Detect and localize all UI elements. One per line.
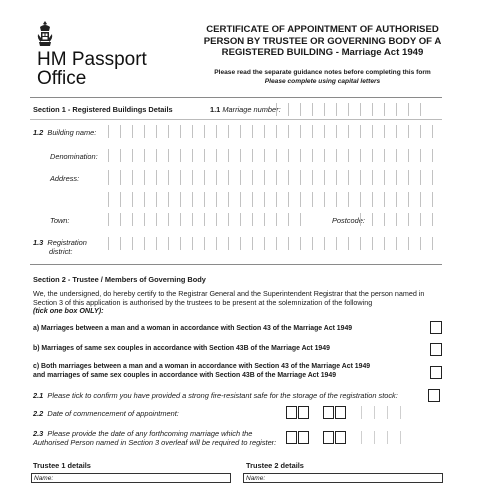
char-cell[interactable]: [312, 237, 324, 250]
char-cell[interactable]: [396, 125, 408, 138]
char-cell[interactable]: [312, 103, 324, 116]
char-cell[interactable]: [300, 192, 312, 207]
char-cell[interactable]: [384, 170, 396, 185]
char-cell[interactable]: [108, 125, 120, 138]
char-cell[interactable]: [144, 149, 156, 162]
district-text-2: district:: [49, 247, 73, 256]
char-cell[interactable]: [132, 149, 144, 162]
option-c-line1: c) Both marriages between a man and a woman in accordance with Section 43 of the Marriage Act 1949: [33, 363, 371, 370]
char-cell[interactable]: [132, 125, 144, 138]
char-cell[interactable]: [300, 237, 312, 250]
brand-name: [37, 50, 147, 88]
char-cell[interactable]: [204, 237, 216, 250]
char-cell[interactable]: [312, 170, 324, 185]
char-cell[interactable]: [228, 213, 240, 226]
char-cell[interactable]: [180, 125, 192, 138]
char-cell[interactable]: [180, 237, 192, 250]
char-cell[interactable]: [168, 170, 180, 185]
date-digit-box[interactable]: [298, 406, 309, 419]
char-cell[interactable]: [156, 125, 168, 138]
char-cell[interactable]: [120, 170, 132, 185]
char-cell[interactable]: [264, 237, 276, 250]
char-cell[interactable]: [348, 192, 360, 207]
char-cell[interactable]: [264, 213, 276, 226]
commencement-day-field[interactable]: [286, 406, 310, 419]
char-cell[interactable]: [228, 149, 240, 162]
char-cell[interactable]: [120, 149, 132, 162]
option-a-checkbox[interactable]: [430, 321, 442, 334]
town-field[interactable]: [108, 213, 312, 226]
char-cell[interactable]: [276, 237, 288, 250]
char-cell[interactable]: [408, 125, 420, 138]
char-cell[interactable]: [276, 170, 288, 185]
char-cell[interactable]: [324, 170, 336, 185]
q23-label: [33, 430, 276, 447]
char-cell[interactable]: [396, 170, 408, 185]
commencement-month-field[interactable]: [323, 406, 347, 419]
char-cell[interactable]: [180, 149, 192, 162]
char-cell[interactable]: [264, 170, 276, 185]
trustee2-name-field[interactable]: [243, 473, 443, 483]
char-cell[interactable]: [420, 170, 432, 185]
divider: [30, 264, 442, 265]
char-cell[interactable]: [108, 149, 120, 162]
char-cell[interactable]: [408, 192, 420, 207]
char-cell[interactable]: [396, 192, 408, 207]
char-cell[interactable]: [300, 170, 312, 185]
char-cell[interactable]: [288, 237, 300, 250]
char-cell[interactable]: [132, 213, 144, 226]
char-cell[interactable]: [276, 213, 288, 226]
char-cell[interactable]: [240, 213, 252, 226]
char-cell[interactable]: [156, 149, 168, 162]
char-cell[interactable]: [192, 125, 204, 138]
char-cell[interactable]: [384, 237, 396, 250]
char-cell[interactable]: [264, 149, 276, 162]
char-cell[interactable]: [120, 125, 132, 138]
char-cell[interactable]: [192, 213, 204, 226]
char-cell[interactable]: [168, 125, 180, 138]
trustee1-heading: Trustee 1 details: [33, 461, 91, 470]
char-cell[interactable]: [300, 125, 312, 138]
intro-tick-text: (tick one box ONLY):: [33, 306, 104, 316]
char-cell[interactable]: [180, 213, 192, 226]
address-field-line2[interactable]: [108, 192, 444, 205]
q23-num: 2.3: [33, 429, 44, 438]
fire-safe-checkbox[interactable]: [428, 389, 440, 402]
char-cell[interactable]: [360, 125, 372, 138]
char-cell[interactable]: [360, 103, 372, 116]
char-cell[interactable]: [252, 149, 264, 162]
char-cell[interactable]: [372, 192, 384, 207]
instructions: [195, 68, 450, 86]
char-cell[interactable]: [360, 192, 372, 207]
char-cell[interactable]: [336, 149, 348, 162]
char-cell[interactable]: [132, 170, 144, 185]
royal-crest-icon: [36, 20, 54, 48]
char-cell[interactable]: [144, 237, 156, 250]
char-cell[interactable]: [336, 237, 348, 250]
char-cell[interactable]: [276, 103, 288, 116]
marriage-number-num: 1.1: [210, 105, 221, 114]
char-cell[interactable]: [384, 103, 396, 116]
char-cell[interactable]: [144, 192, 156, 207]
char-cell[interactable]: [336, 170, 348, 185]
char-cell[interactable]: [252, 237, 264, 250]
char-cell[interactable]: [276, 192, 288, 207]
q21-num: 2.1: [33, 391, 44, 400]
char-cell[interactable]: [432, 213, 444, 226]
char-cell[interactable]: [384, 125, 396, 138]
q21-label: [33, 391, 398, 400]
char-cell[interactable]: [348, 125, 360, 138]
char-cell[interactable]: [192, 192, 204, 207]
date-digit-box[interactable]: [323, 431, 334, 444]
char-cell[interactable]: [252, 213, 264, 226]
char-cell[interactable]: [288, 213, 300, 226]
char-cell[interactable]: [216, 170, 228, 185]
q22-num: 2.2: [33, 409, 44, 418]
date-digit-box[interactable]: [323, 406, 334, 419]
char-cell[interactable]: [204, 213, 216, 226]
char-cell[interactable]: [408, 103, 420, 116]
char-cell[interactable]: [300, 103, 312, 116]
trustee1-name-field[interactable]: [31, 473, 231, 483]
town-label: Town:: [50, 216, 70, 225]
char-cell[interactable]: [420, 237, 432, 250]
char-cell[interactable]: [336, 125, 348, 138]
district-num: 1.3: [33, 238, 44, 247]
char-cell[interactable]: [180, 192, 192, 207]
section2-intro: [33, 290, 443, 316]
district-text-1: Registration: [47, 238, 87, 247]
char-cell[interactable]: [312, 192, 324, 207]
char-cell[interactable]: [228, 192, 240, 207]
char-cell[interactable]: [132, 237, 144, 250]
char-cell[interactable]: [408, 237, 420, 250]
trustee1-name-label: Name:: [34, 475, 54, 482]
char-cell[interactable]: [264, 192, 276, 207]
building-name-field[interactable]: [108, 125, 444, 138]
char-cell[interactable]: [156, 192, 168, 207]
char-cell[interactable]: [144, 170, 156, 185]
char-cell[interactable]: [156, 213, 168, 226]
option-c-checkbox[interactable]: [430, 366, 442, 379]
char-cell[interactable]: [312, 125, 324, 138]
char-cell[interactable]: [324, 103, 336, 116]
q23-text-1: Please provide the date of any forthcoming marriage which the: [47, 429, 253, 438]
char-cell[interactable]: [324, 149, 336, 162]
char-cell[interactable]: [192, 237, 204, 250]
char-cell[interactable]: [276, 125, 288, 138]
char-cell[interactable]: [372, 103, 384, 116]
q21-text: Please tick to confirm you have provided a strong fire-resistant safe for the storage of the registration stock:: [47, 391, 398, 400]
char-cell[interactable]: [336, 103, 348, 116]
char-cell[interactable]: [240, 125, 252, 138]
char-cell[interactable]: [384, 192, 396, 207]
char-cell[interactable]: [108, 213, 120, 226]
form-title: CERTIFICATE OF APPOINTMENT OF AUTHORISED PERSON BY TRUSTEE OR GOVERNING BODY OF A REGISTERED BUILDING - Marriage Act 1949: [203, 24, 442, 58]
char-cell[interactable]: [252, 192, 264, 207]
char-cell[interactable]: [408, 170, 420, 185]
char-cell[interactable]: [156, 170, 168, 185]
char-cell[interactable]: [240, 237, 252, 250]
section1-heading: Section 1 - Registered Buildings Details: [33, 105, 173, 114]
char-cell[interactable]: [360, 149, 372, 162]
char-cell[interactable]: [360, 170, 372, 185]
char-cell[interactable]: [144, 213, 156, 226]
trustee2-name-label: Name:: [246, 475, 266, 482]
char-cell[interactable]: [408, 149, 420, 162]
char-cell[interactable]: [432, 237, 444, 250]
date-digit-box[interactable]: [335, 406, 346, 419]
char-cell[interactable]: [252, 125, 264, 138]
char-cell[interactable]: [168, 149, 180, 162]
char-cell[interactable]: [204, 170, 216, 185]
char-cell[interactable]: [204, 149, 216, 162]
marriage-number-label: [210, 105, 281, 114]
marriage-number-text: Marriage number:: [222, 105, 281, 114]
q23-text-2: Authorised Person named in Section 3 overleaf will be required to register:: [33, 437, 277, 447]
char-cell[interactable]: [300, 213, 312, 226]
char-cell[interactable]: [216, 149, 228, 162]
char-cell[interactable]: [384, 149, 396, 162]
denomination-label: Denomination:: [50, 152, 98, 161]
q22-label: [33, 409, 179, 418]
char-cell[interactable]: [432, 149, 444, 162]
building-text: Building name:: [47, 128, 97, 137]
char-cell[interactable]: [204, 125, 216, 138]
char-cell[interactable]: [372, 170, 384, 185]
building-num: 1.2: [33, 128, 44, 137]
char-cell[interactable]: [192, 149, 204, 162]
char-cell[interactable]: [396, 103, 408, 116]
char-cell[interactable]: [108, 170, 120, 185]
char-cell[interactable]: [180, 170, 192, 185]
char-cell[interactable]: [384, 213, 396, 226]
marriage-date-month-field[interactable]: [323, 431, 347, 444]
char-cell[interactable]: [240, 149, 252, 162]
district-label: [33, 238, 87, 256]
instruction-line2: Please complete using capital letters: [264, 78, 381, 85]
char-cell[interactable]: [252, 170, 264, 185]
char-cell[interactable]: [324, 237, 336, 250]
char-cell[interactable]: [420, 103, 432, 116]
date-digit-box[interactable]: [335, 431, 346, 444]
date-digit-box[interactable]: [298, 431, 309, 444]
date-digit-box[interactable]: [286, 406, 297, 419]
char-cell[interactable]: [432, 170, 444, 185]
char-cell[interactable]: [168, 213, 180, 226]
char-cell[interactable]: [372, 213, 384, 226]
char-cell[interactable]: [216, 237, 228, 250]
marriage-date-year-field[interactable]: [361, 431, 413, 444]
char-cell[interactable]: [216, 125, 228, 138]
brand-line2: Office: [37, 68, 87, 89]
char-cell[interactable]: [144, 125, 156, 138]
char-cell[interactable]: [324, 192, 336, 207]
char-cell[interactable]: [324, 125, 336, 138]
option-b-label: b) Marriages of same sex couples in accordance with Section 43B of the Marriage Act 1949: [33, 345, 330, 352]
char-cell[interactable]: [396, 149, 408, 162]
char-cell[interactable]: [228, 237, 240, 250]
char-cell[interactable]: [348, 237, 360, 250]
option-c-label: [33, 363, 370, 380]
commencement-year-field[interactable]: [361, 406, 413, 419]
char-cell[interactable]: [288, 192, 300, 207]
char-cell[interactable]: [288, 149, 300, 162]
char-cell[interactable]: [216, 213, 228, 226]
divider: [30, 97, 442, 98]
marriage-number-field[interactable]: [276, 103, 432, 116]
brand-line1: HM Passport: [37, 49, 147, 70]
char-cell[interactable]: [348, 149, 360, 162]
section2-heading: Section 2 - Trustee / Members of Governing Body: [33, 275, 206, 284]
char-cell[interactable]: [108, 237, 120, 250]
char-cell[interactable]: [408, 213, 420, 226]
char-cell[interactable]: [420, 125, 432, 138]
instruction-line1: Please read the separate guidance notes before completing this form: [214, 69, 431, 76]
trustee2-heading: Trustee 2 details: [246, 461, 304, 470]
char-cell[interactable]: [216, 192, 228, 207]
char-cell[interactable]: [264, 125, 276, 138]
option-c-line2: and marriages of same sex couples in accordance with Section 43B of the Marriage Act 1949: [33, 371, 337, 379]
char-cell[interactable]: [192, 170, 204, 185]
char-cell[interactable]: [288, 125, 300, 138]
char-cell[interactable]: [276, 149, 288, 162]
char-cell[interactable]: [360, 237, 372, 250]
district-field[interactable]: [108, 237, 444, 250]
char-cell[interactable]: [396, 237, 408, 250]
char-cell[interactable]: [360, 213, 372, 226]
char-cell[interactable]: [228, 170, 240, 185]
char-cell[interactable]: [288, 170, 300, 185]
char-cell[interactable]: [168, 237, 180, 250]
char-cell[interactable]: [420, 213, 432, 226]
char-cell[interactable]: [372, 237, 384, 250]
char-cell[interactable]: [168, 192, 180, 207]
char-cell[interactable]: [348, 170, 360, 185]
postcode-label: Postcode:: [332, 216, 365, 225]
char-cell[interactable]: [120, 213, 132, 226]
denomination-field[interactable]: [108, 149, 444, 162]
char-cell[interactable]: [420, 149, 432, 162]
postcode-field[interactable]: [360, 213, 444, 226]
char-cell[interactable]: [108, 192, 120, 207]
char-cell[interactable]: [300, 149, 312, 162]
date-digit-box[interactable]: [286, 431, 297, 444]
divider: [30, 119, 442, 120]
marriage-date-day-field[interactable]: [286, 431, 310, 444]
char-cell[interactable]: [396, 213, 408, 226]
char-cell[interactable]: [204, 192, 216, 207]
option-b-checkbox[interactable]: [430, 343, 442, 356]
char-cell[interactable]: [288, 103, 300, 116]
char-cell[interactable]: [228, 125, 240, 138]
char-cell[interactable]: [120, 237, 132, 250]
char-cell[interactable]: [120, 192, 132, 207]
char-cell[interactable]: [240, 170, 252, 185]
char-cell[interactable]: [348, 103, 360, 116]
char-cell[interactable]: [372, 149, 384, 162]
q22-text: Date of commencement of appointment:: [47, 409, 179, 418]
char-cell[interactable]: [420, 192, 432, 207]
char-cell[interactable]: [240, 192, 252, 207]
char-cell[interactable]: [132, 192, 144, 207]
address-label: Address:: [50, 174, 80, 183]
option-a-label: a) Marriages between a man and a woman in accordance with Section 43 of the Marriage Act 1949: [33, 325, 353, 332]
building-name-label: [33, 128, 96, 137]
char-cell[interactable]: [432, 192, 444, 207]
char-cell[interactable]: [432, 125, 444, 138]
char-cell[interactable]: [312, 149, 324, 162]
char-cell[interactable]: [372, 125, 384, 138]
address-field-line1[interactable]: [108, 170, 444, 183]
char-cell[interactable]: [336, 192, 348, 207]
char-cell[interactable]: [156, 237, 168, 250]
intro-text: We, the undersigned, do hereby certify to the Registrar General and the Superintendent Registrar that the person named in Section 3 of this application is authorised by the trustees to be present at the solemnization of the following: [33, 289, 425, 307]
